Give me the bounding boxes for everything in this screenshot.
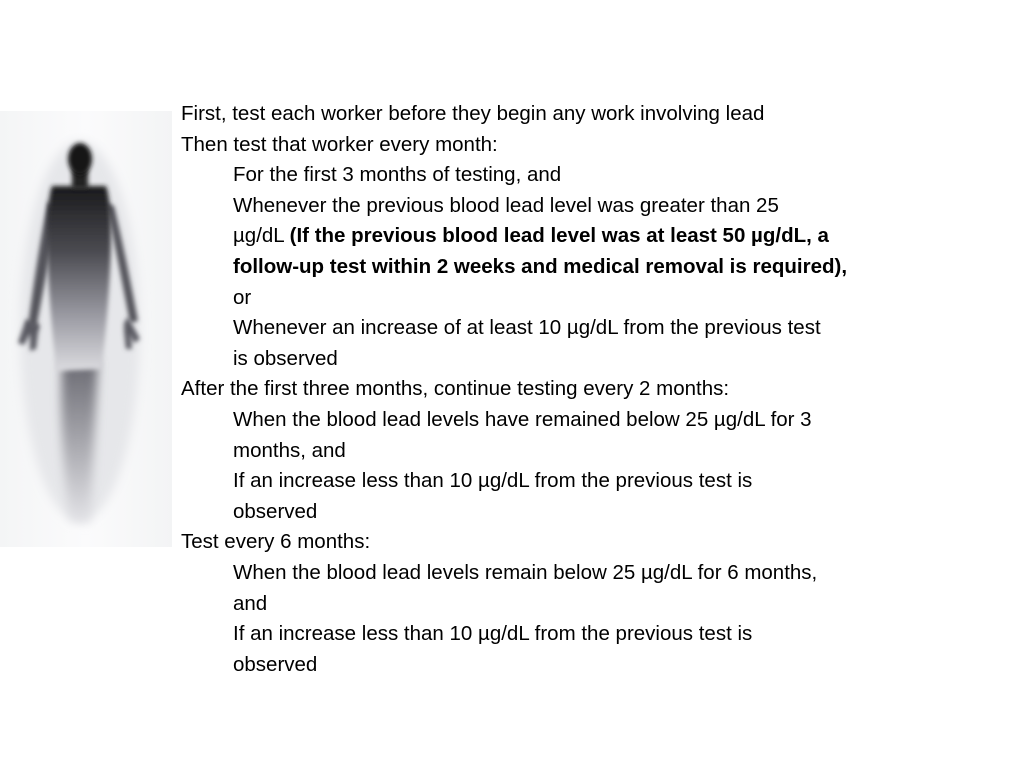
bold-text-span: (If the previous blood lead level was at least 50 µg/dL, a	[289, 224, 829, 248]
text-line: observed	[233, 499, 318, 523]
text-line: and	[233, 591, 268, 615]
text-line: Whenever an increase of at least 10 µg/dL from the previous test	[233, 316, 821, 340]
human-figure-image	[0, 111, 172, 547]
text-line: If an increase less than 10 µg/dL from the previous test is	[233, 622, 753, 646]
text-line: months, and	[233, 438, 346, 462]
text-line: For the first 3 months of testing, and	[233, 163, 562, 187]
text-line	[233, 221, 921, 252]
slide-body-text	[181, 99, 921, 680]
text-line: Then test that worker every month:	[181, 132, 498, 156]
text-line: or	[233, 285, 252, 309]
text-line: Test every 6 months:	[181, 530, 371, 554]
text-line: When the blood lead levels remain below 25 µg/dL for 6 months,	[233, 560, 818, 584]
text-line: Whenever the previous blood lead level was greater than 25	[233, 193, 779, 217]
text-line: If an increase less than 10 µg/dL from the previous test is	[233, 469, 753, 493]
text-line: First, test each worker before they begin any work involving lead	[181, 102, 765, 125]
text-line: After the first three months, continue testing every 2 months:	[181, 377, 730, 401]
text-line: observed	[233, 652, 318, 676]
human-silhouette-icon	[0, 111, 172, 547]
text-line: When the blood lead levels have remained below 25 µg/dL for 3	[233, 407, 812, 431]
text-line: is observed	[233, 346, 338, 370]
text-span: µg/dL	[233, 224, 290, 248]
bold-text-line: follow-up test within 2 weeks and medical removal is required),	[233, 254, 848, 278]
